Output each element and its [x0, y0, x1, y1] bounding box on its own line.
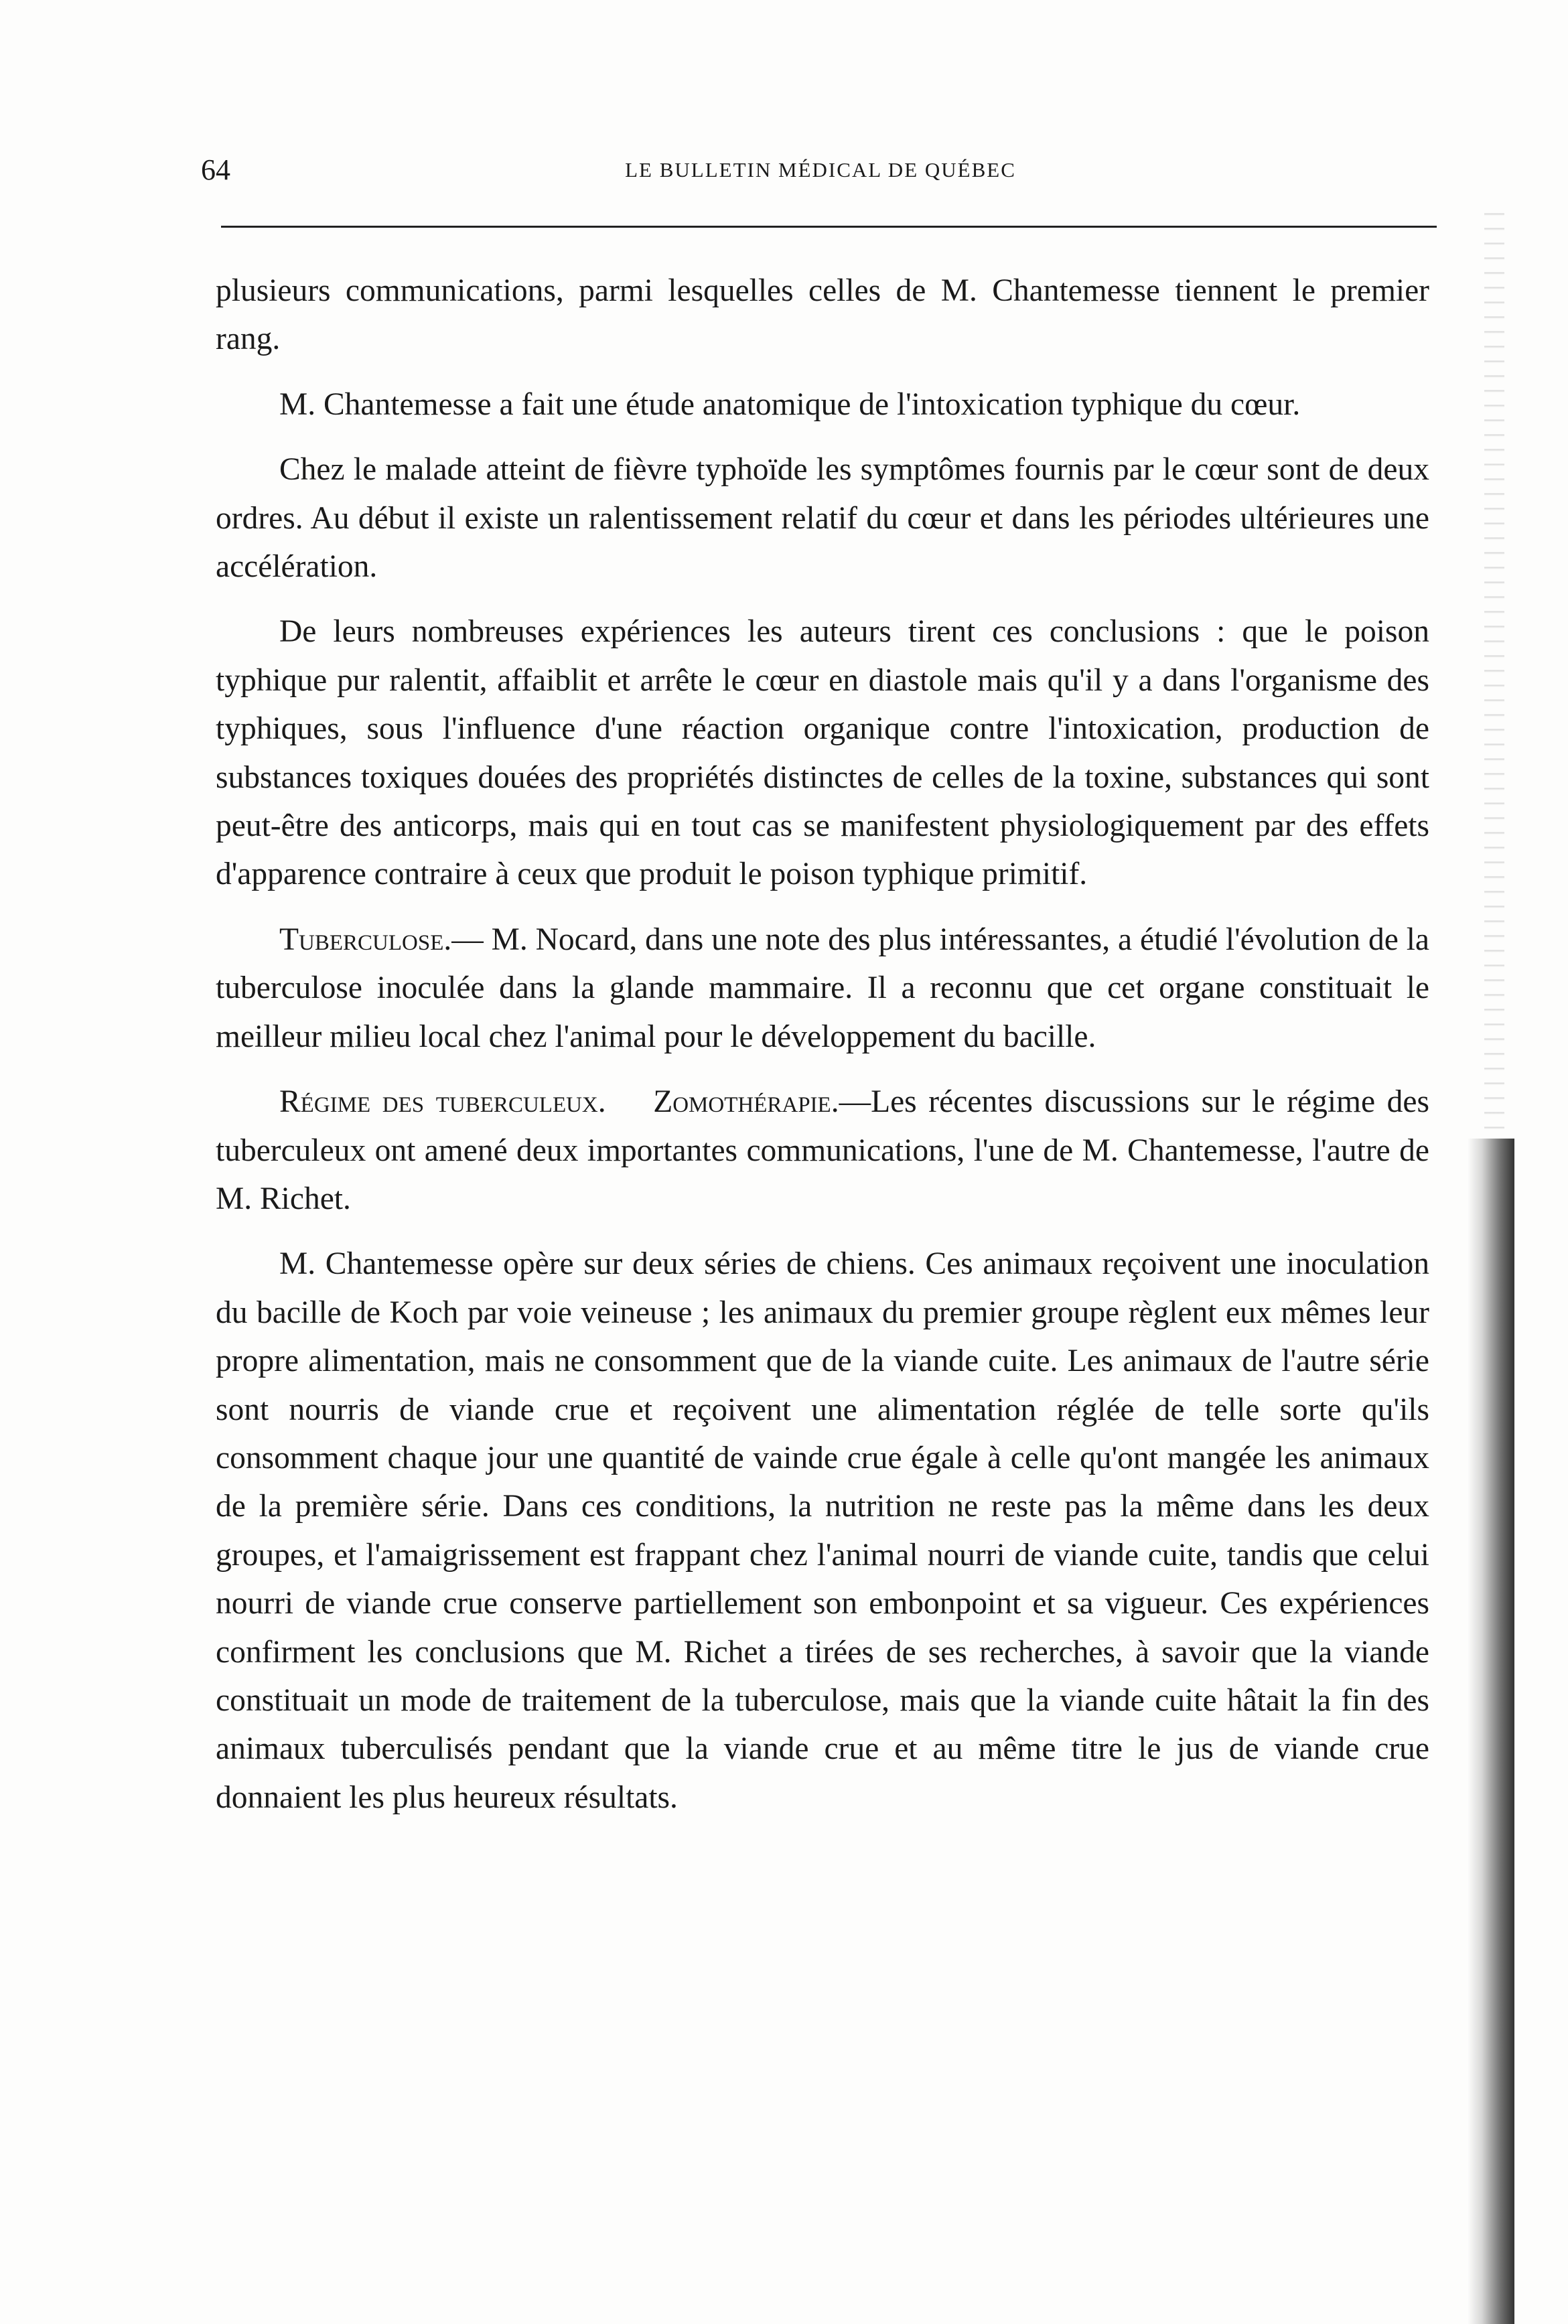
paragraph-tuberculose-body: — M. Nocard, dans une note des plus intéressantes, a étudié l'évolution de la tuberculose inoculée dans la glande mammaire. Il a reconnu que cet organe constituait le meilleur milieu local chez l'animal pour le développement du bacille.: [216, 922, 1429, 1054]
running-head: LE BULLETIN MÉDICAL DE QUÉBEC: [625, 158, 1016, 181]
paragraph-1: plusieurs communications, parmi lesquelles celles de M. Chantemesse tiennent le premier rang.: [216, 273, 1429, 357]
paragraph-regime-body: —Les récentes discussions sur le régime des tuberculeux ont amené deux importantes communications, l'une de M. Chantemesse, l'autre de M. Richet.: [216, 1084, 1429, 1216]
section-heading-zomotherapie: Zomothérapie.: [653, 1084, 839, 1120]
paragraph-4: De leurs nombreuses expériences les auteurs tirent ces conclusions : que le poison typhique pur ralentit, affaiblit et arrête le cœur en diastole mais qu'il y a dans l'organisme des typhiques, sous l'influence d'une réaction organique contre l'intoxication, production de substances toxiques douées des propriétés distinctes de celles de la toxine, substances qui sont peut-être des anticorps, mais qui en tout cas se manifestent physiologiquement par des effets d'apparence contraire à ceux que produit le poison typhique primitif.: [216, 614, 1429, 892]
page-header: [201, 153, 1440, 193]
paragraph-7: M. Chantemesse opère sur deux séries de chiens. Ces animaux reçoivent une inoculation du bacille de Koch par voie veineuse ; les animaux du premier groupe règlent eux mêmes leur propre alimentation, mais ne consomment que de la viande cuite. Les animaux de l'autre série sont nourris de viande crue et reçoivent une alimentation réglée de telle sorte qu'ils consomment chaque jour une quantité de vainde crue égale à celle qu'ont mangée les animaux de la première série. Dans ces conditions, la nutrition ne reste pas la même dans les deux groupes, et l'amaigrissement est frappant chez l'animal nourri de viande cuite, tandis que celui nourri de viande crue conserve partiellement son embonpoint et sa vigueur. Ces expériences confirment les conclusions que M. Richet a tirées de ses recherches, à savoir que la viande constituait un mode de traitement de la tuberculose, mais que la viande cuite hâtait la fin des animaux tuberculisés pendant que la viande crue et au même titre le jus de viande crue donnaient les plus heureux résultats.: [216, 1246, 1429, 1815]
scan-edge-shadow: [1468, 1139, 1514, 2324]
page-number: 64: [201, 153, 230, 186]
header-rule: [221, 226, 1437, 228]
paragraph-3: Chez le malade atteint de fièvre typhoïde les symptômes fournis par le cœur sont de deux ordres. Au début il existe un ralentissement relatif du cœur et dans les périodes ultérieures une accélération.: [216, 452, 1429, 585]
article-body: [216, 267, 1429, 1838]
section-heading-tuberculose: Tuberculose.: [279, 922, 452, 957]
paragraph-tuberculose: [216, 916, 1429, 1061]
paragraph-regime: [216, 1078, 1429, 1223]
paragraph-2: M. Chantemesse a fait une étude anatomique de l'intoxication typhique du cœur.: [279, 386, 1301, 422]
section-heading-regime: Régime des tuberculeux.: [279, 1084, 606, 1120]
scan-edge-specks: [1484, 201, 1504, 1139]
